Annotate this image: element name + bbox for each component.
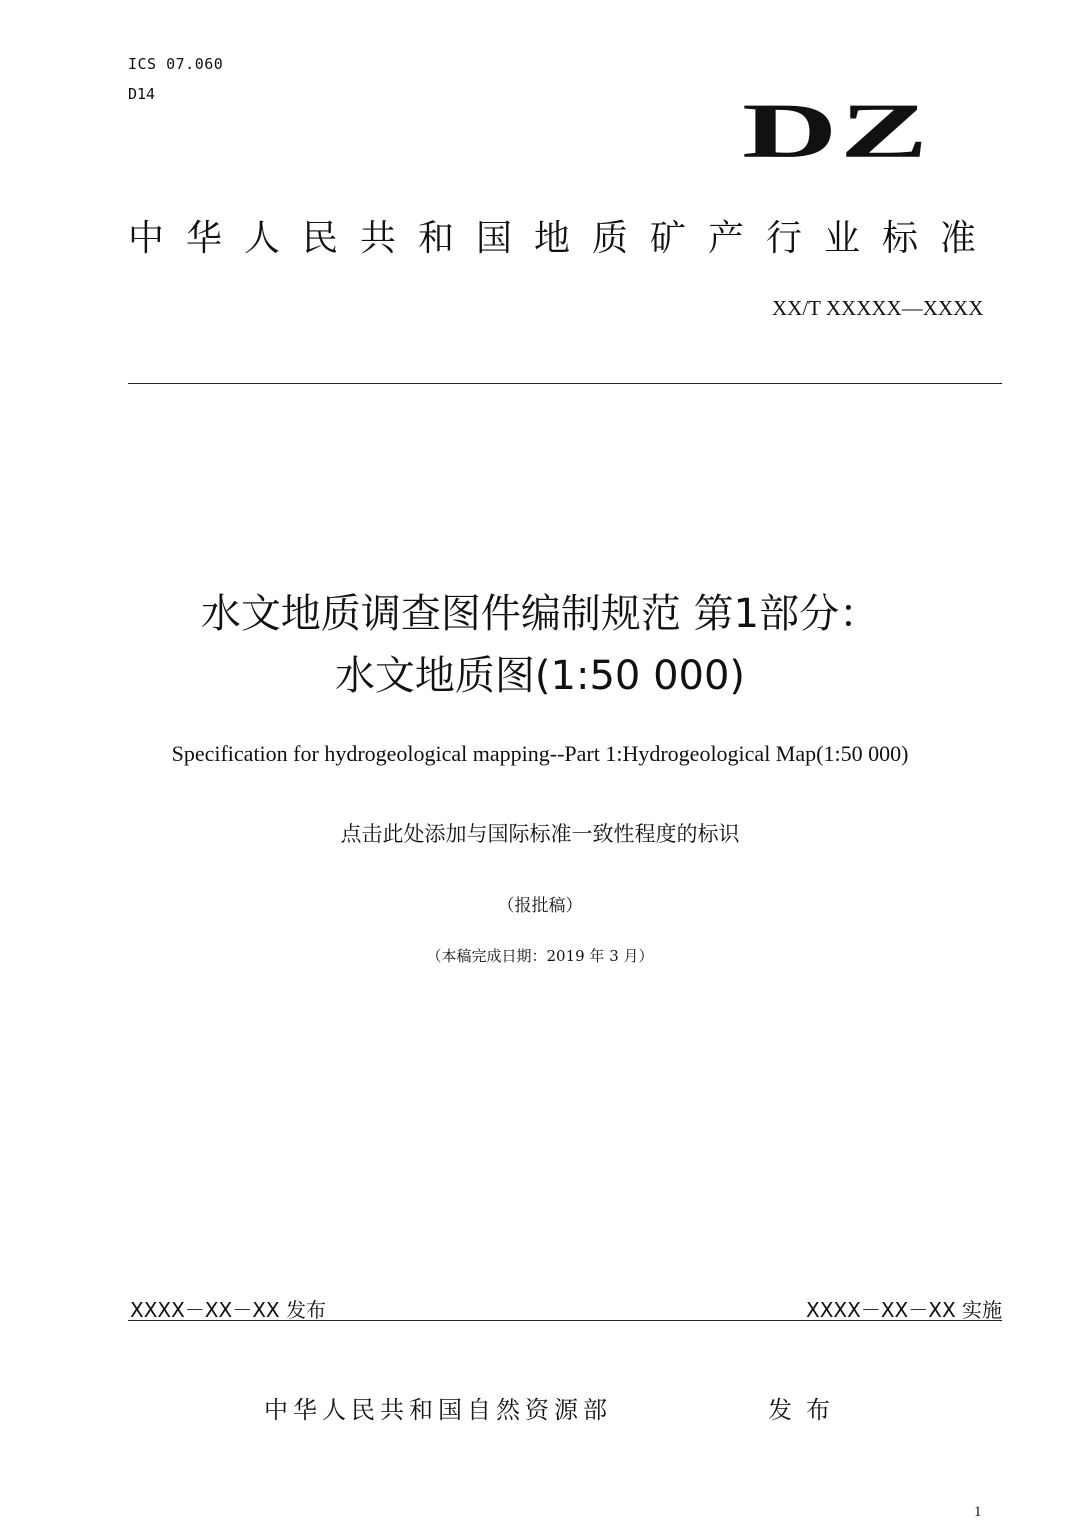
consistency-placeholder[interactable]: 点击此处添加与国际标准一致性程度的标识 [340,822,740,846]
standard-number: XX/T XXXXX—XXXX [772,296,984,320]
completion-date: （本稿完成日期：2019 年 3 月） [426,947,654,965]
dz-logo: DZ [742,87,931,174]
publish-label: 发布 [768,1396,844,1424]
implementation-date: XXXX－XX－XX 实施 [806,1298,1002,1322]
document-title-line-2: 水文地质图(1:50 000) [334,653,746,699]
ics-code: ICS 07.060 [128,55,224,73]
header-divider [128,383,1002,384]
industry-standard-title: 中华人民共和国地质矿产行业标准 [128,218,999,259]
publisher-name: 中华人民共和国自然资源部 [264,1396,612,1424]
draft-status: （报批稿） [497,896,583,916]
document-title-line-1: 水文地质调查图件编制规范 第1部分： [200,591,880,637]
issue-date: XXXX－XX－XX 发布 [130,1298,326,1322]
footer-divider [128,1320,1002,1321]
classification-code: D14 [128,85,156,103]
page-number: 1 [974,1504,982,1520]
document-title-english: Specification for hydrogeological mapping--Part 1:Hydrogeological Map(1:50 000) [171,741,909,766]
